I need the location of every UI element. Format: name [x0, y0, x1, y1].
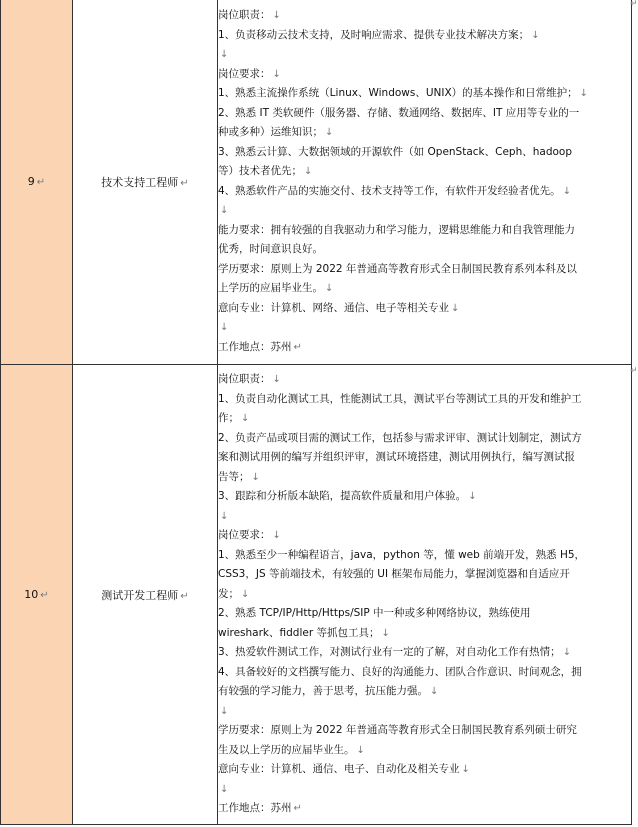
text-line: 2、熟悉 TCP/IP/Http/Https/SIP 中一种或多种网络协议，熟练使用 [218, 607, 531, 620]
text-line: 2、负责产品或项目需的测试工作，包括参与需求评审、测试计划制定，测试方 [218, 431, 582, 444]
row-number: 9 [27, 175, 35, 188]
text-line: 岗位职责： ↓ [218, 9, 281, 21]
text-line: wireshark、fiddler 等抓包工具； ↓ [218, 626, 390, 639]
text-line: 3、热爱软件测试工作，对测试行业有一定的了解，对自动化工作有热情； ↓ [218, 646, 572, 659]
job-description-cell [218, 365, 632, 825]
text-line: 1、负责自动化测试工具，性能测试工具，测试平台等测试工具的开发和维护工 [218, 392, 582, 405]
text-line: 优秀，时间意识良好。 [218, 243, 323, 255]
job-title-cell: 技术支持工程师 ↵ [73, 0, 218, 365]
job-title-cell: 测试开发工程师 ↵ [73, 365, 218, 825]
text-line: 有较强的学习能力，善于思考，抗压能力强。 ↓ [218, 685, 439, 698]
row-number-cell: 10 ↵ [1, 365, 73, 825]
row-number-cell: 9 ↵ [1, 0, 73, 365]
text-line: 作； ↓ [218, 412, 250, 425]
row-end-mark: ↵ [630, 0, 638, 9]
row-number: 10 [24, 588, 39, 601]
text-line: ↓ [220, 783, 229, 795]
text-line: 工作地点：苏州 ↵ [218, 340, 302, 353]
text-line: 4、具备较好的文档撰写能力、良好的沟通能力、团队合作意识、时间观念，拥 [218, 665, 582, 678]
text-line: 上学历的应届毕业生。 ↓ [218, 282, 334, 294]
text-line: 生及以上学历的应届毕业生。 ↓ [218, 743, 365, 756]
text-line: 能力要求：拥有较强的自我驱动力和学习能力，逻辑思维能力和自我管理能力 [218, 223, 575, 236]
text-line: 等）技术者优先； ↓ [218, 165, 313, 177]
job-title: 测试开发工程师 [101, 588, 179, 602]
text-line: 1、熟悉至少一种编程语言，java，python 等，懂 web 前端开发，熟悉 H5， [218, 548, 586, 561]
job-description-cell [218, 0, 632, 365]
table-row [1, 365, 632, 825]
text-line: 岗位要求： ↓ [218, 529, 281, 542]
text-line: 意向专业：计算机、网络、通信、电子等相关专业 ↓ [218, 301, 460, 314]
table-row [1, 0, 632, 365]
text-line: 4、熟悉软件产品的实施交付、技术支持等工作，有软件开发经验者优先。 ↓ [218, 184, 572, 197]
text-line: 1、负责移动云技术支持，及时响应需求、提供专业技术解决方案； ↓ [218, 28, 540, 41]
row-end-mark: ↵ [630, 366, 638, 376]
text-line: 1、熟悉主流操作系统（Linux、Windows、UNIX）的基本操作和日常维护； ↓ [218, 87, 589, 99]
text-line: 告等； ↓ [218, 470, 260, 483]
text-line: 学历要求：原则上为 2022 年普通高等教育形式全日制国民教育系列硕士研究 [218, 724, 577, 737]
text-line: 3、跟踪和分析版本缺陷，提高软件质量和用户体验。 ↓ [218, 490, 477, 503]
text-line: CSS3，JS 等前端技术，有较强的 UI 框架布局能力，掌握浏览器和自适应开 [218, 568, 570, 581]
text-line: ↓ [220, 49, 229, 60]
text-line: 种或多种）运维知识； ↓ [218, 126, 334, 138]
text-line: ↓ [220, 322, 229, 333]
text-line: 岗位要求： ↓ [218, 67, 281, 80]
text-line: 意向专业：计算机、通信、电子、自动化及相关专业 ↓ [218, 763, 470, 776]
text-line: 3、熟悉云计算、大数据领域的开源软件（如 OpenStack、Ceph、hadoop [218, 145, 573, 158]
text-line: ↓ [220, 705, 229, 717]
job-title: 技术支持工程师 [101, 175, 179, 189]
text-line: 发； ↓ [218, 587, 250, 600]
text-line: 岗位职责： ↓ [218, 373, 281, 386]
text-line: 案和测试用例的编写并组织评审，测试环境搭建，测试用例执行，编写测试报 [218, 451, 575, 464]
text-line: ↓ [220, 205, 229, 216]
text-line: 工作地点：苏州 ↵ [218, 802, 302, 815]
text-line: ↓ [220, 510, 229, 522]
text-line: 2、熟悉 IT 类软硬件（服务器、存储、数通网络、数据库、IT 应用等专业的一 [218, 106, 580, 119]
text-line: 学历要求：原则上为 2022 年普通高等教育形式全日制国民教育系列本科及以 [218, 262, 577, 275]
